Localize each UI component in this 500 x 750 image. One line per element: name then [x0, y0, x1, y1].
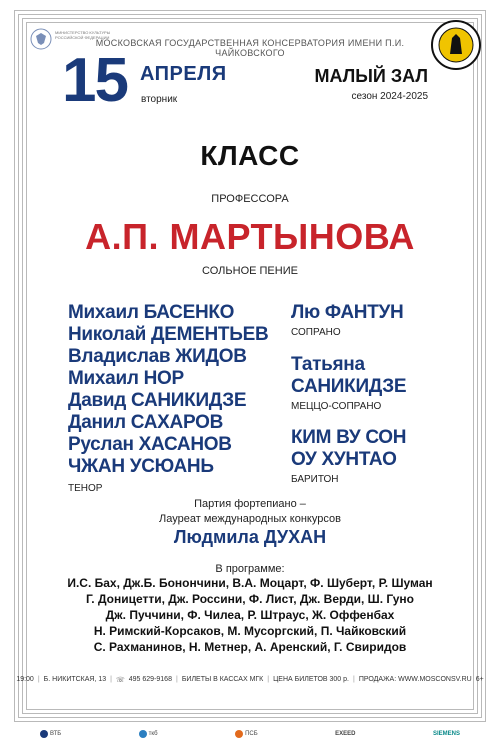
concert-time: 19:00	[16, 676, 34, 683]
program-line: С. Рахманинов, Н. Метнер, А. Аренский, Г. Свиридов	[93, 640, 407, 654]
program-line: И.С. Бах, Дж.Б. Бонончини, В.А. Моцарт, Ф. Шуберт, Р. Шуман	[67, 576, 433, 590]
specialty-label: СОЛЬНОЕ ПЕНИЕ	[202, 265, 298, 277]
pianist-title: Лауреат международных конкурсов	[159, 513, 341, 525]
tenor-voice-label: ТЕНОР	[68, 483, 103, 494]
program-composers	[30, 575, 470, 655]
program-line: Дж. Пуччини, Ф. Чилеа, Р. Штраус, Ж. Оффенбах	[105, 608, 395, 622]
sales-website[interactable]: ПРОДАЖА: WWW.MOSCONSV.RU	[358, 676, 472, 683]
pianist-name: Людмила ДУХАН	[173, 527, 327, 547]
ministry-text: МИНИСТЕРСТВО КУЛЬТУРЫ РОССИЙСКОЙ ФЕДЕРАЦИИ	[55, 30, 111, 40]
class-title: КЛАСС	[200, 140, 300, 171]
divider: |	[110, 676, 112, 683]
ministry-emblem-icon	[30, 28, 52, 50]
mezzo-first-name: Татьяна	[291, 354, 365, 375]
hall-name: МАЛЫЙ ЗАЛ	[314, 66, 428, 86]
vtb-logo-icon	[40, 730, 48, 738]
divider: |	[37, 676, 40, 683]
sponsor-psb	[235, 730, 258, 738]
performer-name: Михаил БАСЕНКО	[68, 302, 235, 323]
concert-day: 15	[62, 46, 127, 115]
tickets-info: БИЛЕТЫ В КАССАХ МГК	[181, 676, 264, 683]
mezzo-voice-label: МЕЦЦО-СОПРАНО	[291, 401, 382, 412]
conservatory-seal-icon	[431, 20, 481, 70]
conservatory-name: МОСКОВСКАЯ ГОСУДАРСТВЕННАЯ КОНСЕРВАТОРИЯ ИМЕНИ П.И. ЧАЙКОВСКОГО	[95, 38, 405, 58]
baritone-performers	[291, 427, 406, 471]
concert-month: АПРЕЛЯ	[140, 63, 227, 85]
mezzo-last-name: САНИКИДЗЕ	[291, 376, 407, 397]
soprano-voice-label: СОПРАНО	[291, 327, 341, 338]
mezzo-performer	[291, 354, 406, 398]
divider: |	[175, 676, 178, 683]
baritone-performer: ОУ ХУНТАО	[291, 449, 397, 470]
sponsor-tkb	[139, 730, 158, 738]
info-bar	[16, 676, 484, 688]
divider: |	[352, 676, 355, 683]
sponsor-siemens	[433, 731, 460, 737]
soprano-performer: Лю ФАНТУН	[291, 302, 404, 323]
program-label: В программе:	[215, 563, 285, 575]
tkb-logo-icon	[139, 730, 147, 738]
performer-name: Николай ДЕМЕНТЬЕВ	[68, 324, 269, 345]
professor-name: А.П. МАРТЫНОВА	[85, 216, 415, 257]
performer-name: Данил САХАРОВ	[68, 412, 223, 433]
performer-name: Владислав ЖИДОВ	[68, 346, 247, 367]
program-line: Н. Римский-Корсаков, М. Мусоргский, П. Чайковский	[93, 624, 407, 638]
age-rating: 6+	[475, 676, 484, 683]
professor-label: ПРОФЕССОРА	[211, 193, 289, 205]
sponsor-label: ПСБ	[245, 731, 258, 737]
performer-name: Давид САНИКИДЗЕ	[68, 390, 247, 411]
divider: |	[267, 676, 270, 683]
sponsor-label: EXEED	[335, 731, 356, 737]
psb-logo-icon	[235, 730, 243, 738]
sponsor-vtb	[40, 730, 61, 738]
piano-part-label: Партия фортепиано –	[194, 498, 306, 510]
concert-weekday: вторник	[141, 94, 178, 105]
performer-name: Михаил НОР	[68, 368, 184, 389]
phone-number: 495 629-9168	[128, 676, 172, 683]
season-label: сезон 2024-2025	[351, 91, 428, 102]
baritone-voice-label: БАРИТОН	[291, 474, 339, 485]
performer-name: ЧЖАН УСЮАНЬ	[68, 456, 214, 477]
ticket-price: ЦЕНА БИЛЕТОВ 300 р.	[273, 676, 349, 683]
baritone-performer: КИМ ВУ СОН	[291, 427, 407, 448]
sponsor-label: SIEMENS	[432, 731, 460, 737]
program-line: Г. Доницетти, Дж. Россини, Ф. Лист, Дж. Верди, Ш. Гуно	[85, 592, 415, 606]
sponsor-bar	[40, 730, 460, 738]
sponsor-label: ВТБ	[50, 731, 62, 737]
phone-icon: ☏	[116, 677, 125, 684]
performer-name: Руслан ХАСАНОВ	[68, 434, 232, 455]
tenor-list	[68, 302, 268, 478]
address: Б. НИКИТСКАЯ, 13	[43, 676, 107, 683]
sponsor-exeed	[335, 731, 355, 737]
sponsor-label: ткб	[148, 731, 158, 737]
